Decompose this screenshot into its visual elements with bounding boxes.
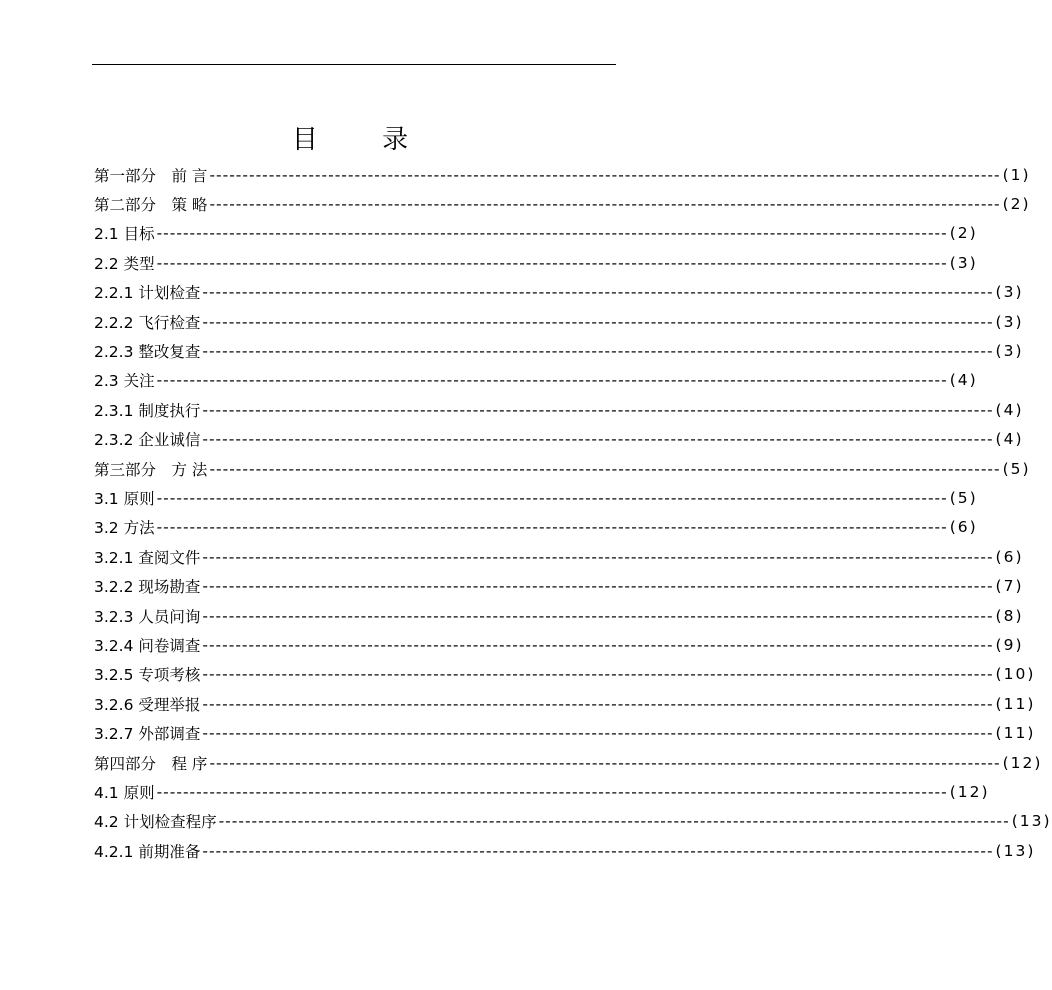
toc-entry-page: (10) — [995, 665, 1036, 684]
toc-entry[interactable] — [94, 630, 1024, 659]
toc-entry-page: (3) — [995, 342, 1024, 361]
toc-entry-label: 3.2 方法 — [94, 519, 155, 538]
toc-entry[interactable] — [94, 160, 1031, 189]
header-rule — [92, 64, 616, 65]
toc-entry-page: (2) — [1002, 195, 1031, 214]
toc-entry[interactable] — [94, 336, 1024, 365]
toc-entry[interactable] — [94, 454, 1031, 483]
toc-entry-page: (3) — [995, 283, 1024, 302]
toc-entry-page: (4) — [995, 430, 1024, 449]
toc-entry[interactable] — [94, 571, 1024, 600]
toc-entry[interactable] — [94, 807, 1052, 836]
toc-dot-leader: ------------------------------------------------------------------------------------------------------------------------ — [202, 694, 994, 713]
toc-dot-leader: ------------------------------------------------------------------------------------------------------------------------ — [202, 283, 994, 302]
toc-entry-label: 3.2.6 受理举报 — [94, 695, 201, 714]
toc-entry-page: (6) — [995, 547, 1024, 566]
toc-entry[interactable] — [94, 513, 978, 542]
toc-entry[interactable] — [94, 601, 1024, 630]
toc-entry-page: (1) — [1002, 165, 1031, 184]
toc-dot-leader: ------------------------------------------------------------------------------------------------------------------------ — [202, 547, 994, 566]
toc-entry[interactable] — [94, 278, 1024, 307]
toc-entry-label: 2.3 关注 — [94, 372, 155, 391]
toc-dot-leader: ------------------------------------------------------------------------------------------------------------------------ — [156, 518, 948, 537]
toc-dot-leader: ------------------------------------------------------------------------------------------------------------------------ — [202, 430, 994, 449]
toc-dot-leader: ------------------------------------------------------------------------------------------------------------------------ — [156, 224, 948, 243]
toc-entry[interactable] — [94, 307, 1024, 336]
toc-entry-label: 第四部分 程 序 — [94, 754, 208, 773]
toc-entry-label: 3.2.4 问卷调查 — [94, 636, 201, 655]
toc-entry[interactable] — [94, 542, 1024, 571]
toc-entry-label: 3.2.7 外部调查 — [94, 725, 201, 744]
toc-entry-label: 2.3.1 制度执行 — [94, 401, 201, 420]
table-of-contents — [94, 160, 1052, 865]
toc-entry[interactable] — [94, 189, 1031, 218]
toc-entry-label: 3.2.5 专项考核 — [94, 666, 201, 685]
toc-dot-leader: ------------------------------------------------------------------------------------------------------------------------ — [156, 488, 948, 507]
toc-entry-label: 4.2 计划检查程序 — [94, 813, 217, 832]
toc-entry-page: (5) — [949, 488, 978, 507]
toc-dot-leader: ------------------------------------------------------------------------------------------------------------------------ — [202, 312, 994, 331]
toc-dot-leader: ------------------------------------------------------------------------------------------------------------------------ — [218, 812, 1010, 831]
toc-entry-label: 3.2.2 现场勘查 — [94, 578, 201, 597]
toc-entry-page: (13) — [1011, 812, 1052, 831]
toc-entry-page: (9) — [995, 635, 1024, 654]
toc-entry-page: (7) — [995, 577, 1024, 596]
toc-entry[interactable] — [94, 748, 1043, 777]
toc-dot-leader: ------------------------------------------------------------------------------------------------------------------------ — [156, 782, 948, 801]
toc-entry-page: (12) — [1002, 753, 1043, 772]
toc-entry[interactable] — [94, 219, 978, 248]
toc-entry[interactable] — [94, 425, 1024, 454]
toc-entry-page: (2) — [949, 224, 978, 243]
toc-entry[interactable] — [94, 660, 1036, 689]
toc-entry-label: 3.2.1 查阅文件 — [94, 548, 201, 567]
toc-entry-label: 3.1 原则 — [94, 489, 155, 508]
toc-entry-label: 2.2 类型 — [94, 254, 155, 273]
toc-entry-label: 2.2.2 飞行检查 — [94, 313, 201, 332]
toc-dot-leader: ------------------------------------------------------------------------------------------------------------------------ — [209, 753, 1001, 772]
toc-entry-page: (3) — [995, 312, 1024, 331]
toc-entry-label: 2.2.1 计划检查 — [94, 284, 201, 303]
toc-dot-leader: ------------------------------------------------------------------------------------------------------------------------ — [202, 342, 994, 361]
toc-entry-page: (11) — [995, 694, 1036, 713]
toc-dot-leader: ------------------------------------------------------------------------------------------------------------------------ — [156, 371, 948, 390]
toc-entry-page: (4) — [949, 371, 978, 390]
toc-dot-leader: ------------------------------------------------------------------------------------------------------------------------ — [209, 195, 1001, 214]
toc-entry[interactable] — [94, 777, 990, 806]
toc-dot-leader: ------------------------------------------------------------------------------------------------------------------------ — [202, 665, 994, 684]
toc-entry-page: (8) — [995, 606, 1024, 625]
toc-entry-label: 4.1 原则 — [94, 783, 155, 802]
page-title: 目 录 — [291, 125, 437, 155]
toc-dot-leader: ------------------------------------------------------------------------------------------------------------------------ — [202, 724, 994, 743]
toc-dot-leader: ------------------------------------------------------------------------------------------------------------------------ — [202, 635, 994, 654]
toc-dot-leader: ------------------------------------------------------------------------------------------------------------------------ — [202, 606, 994, 625]
toc-entry-label: 4.2.1 前期准备 — [94, 842, 201, 861]
toc-entry-page: (11) — [995, 724, 1036, 743]
toc-entry-label: 第三部分 方 法 — [94, 460, 208, 479]
toc-entry-page: (5) — [1002, 459, 1031, 478]
toc-entry[interactable] — [94, 483, 978, 512]
toc-entry[interactable] — [94, 718, 1036, 747]
toc-entry-label: 2.2.3 整改复查 — [94, 343, 201, 362]
toc-dot-leader: ------------------------------------------------------------------------------------------------------------------------ — [209, 459, 1001, 478]
toc-entry-label: 2.3.2 企业诚信 — [94, 431, 201, 450]
toc-entry-page: (12) — [949, 782, 990, 801]
toc-entry[interactable] — [94, 366, 978, 395]
toc-entry-label: 第一部分 前 言 — [94, 166, 208, 185]
toc-entry[interactable] — [94, 395, 1024, 424]
toc-entry-page: (3) — [949, 253, 978, 272]
toc-entry-label: 2.1 目标 — [94, 225, 155, 244]
toc-entry[interactable] — [94, 248, 978, 277]
toc-entry-label: 第二部分 策 略 — [94, 196, 208, 215]
toc-entry-page: (6) — [949, 518, 978, 537]
toc-dot-leader: ------------------------------------------------------------------------------------------------------------------------ — [202, 400, 994, 419]
toc-dot-leader: ------------------------------------------------------------------------------------------------------------------------ — [202, 841, 994, 860]
toc-entry-label: 3.2.3 人员问询 — [94, 607, 201, 626]
toc-dot-leader: ------------------------------------------------------------------------------------------------------------------------ — [202, 577, 994, 596]
toc-dot-leader: ------------------------------------------------------------------------------------------------------------------------ — [209, 165, 1001, 184]
toc-entry[interactable] — [94, 689, 1036, 718]
toc-entry-page: (13) — [995, 841, 1036, 860]
toc-dot-leader: ------------------------------------------------------------------------------------------------------------------------ — [156, 253, 948, 272]
toc-entry-page: (4) — [995, 400, 1024, 419]
toc-entry[interactable] — [94, 836, 1036, 865]
